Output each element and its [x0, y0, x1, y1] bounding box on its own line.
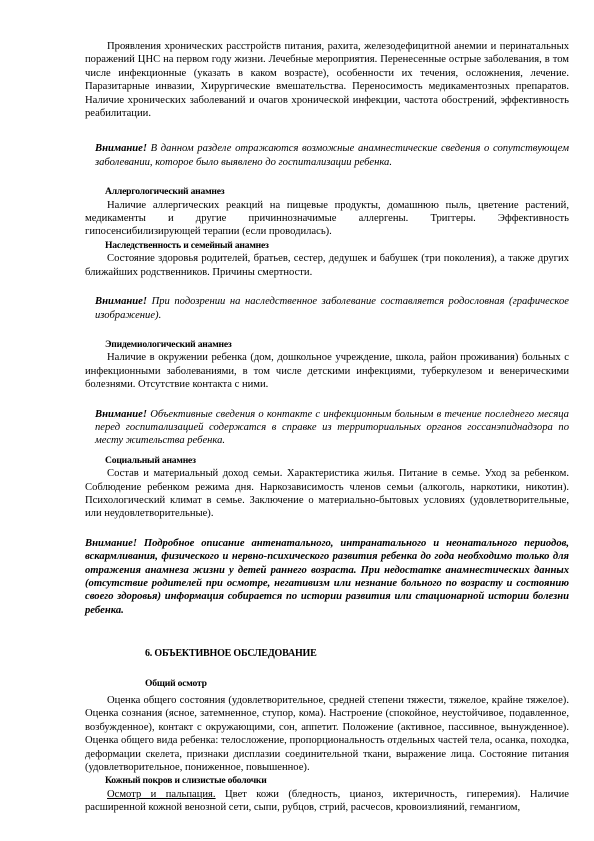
note-pedigree	[95, 295, 569, 322]
epid-paragraph: Наличие в окружении ребенка (дом, дошкольное учреждение, школа, район проживания) больных с инфекционными заболеваниями, в том числе детскими инфекциями, туберкулезом и венерическими болезнями. Отсутствие контакта с ними.	[85, 352, 569, 391]
note-anamnesis: Внимание! Подробное описание антенатального, интранатального и неонатального периодов, вскармливания, физического и нервно-психического развития ребенка до года необходимо только для отражения анамнеза жизни у детей раннего возраста. При недостатке анамнестических данных (отсутствие родителей при осмотре, негативизм или незнание больного по возрасту и состоянию своего здоровья) информация собирается по истории развития или стационарной истории болезни ребенка.	[85, 537, 569, 616]
intro-paragraph: Проявления хронических расстройств питания, рахита, железодефицитной анемии и перинатальных поражений ЦНС на первом году жизни. Лечебные мероприятия. Перенесенные острые заболевания, в том числе инфекционные (указать в каком возрасте), особенности их течения, осложнения, лечение. Паразитарные инвазии, Хирургические вмешательства. Переносимость медикаментозных препаратов. Наличие хронических заболеваний и очагов хронической инфекции, частота обострений, эффективность реабилитации.	[85, 41, 569, 120]
skin-text: Цвет кожи (бледность, цианоз, иктеричность, гиперемия). Наличие расширенной кожной венозной сети, сыпи, рубцов, стрий, расчесов, кровоизлияний, гемангиом,	[85, 788, 569, 814]
section-title-epid: Эпидемиологический анамнез	[105, 338, 232, 350]
note-text: В данном разделе отражаются возможные анамнестические сведения о сопутствующем заболевании, которое было выявлено до госпитализации ребенка.	[95, 143, 569, 168]
note-lead: Внимание!	[95, 296, 147, 308]
note-lead: Внимание!	[95, 408, 147, 420]
skin-paragraph	[85, 788, 569, 815]
heredity-paragraph: Состояние здоровья родителей, братьев, сестер, дедушек и бабушек (три поколения), а также других ближайших родственников. Причины смертности.	[85, 253, 569, 278]
note-contact	[95, 408, 569, 448]
section-title-allergy: Аллергологический анамнез	[105, 186, 225, 198]
note-text: Объективные сведения о контакте с инфекционным больным в течение последнего месяца перед госпитализацией содержатся в справке из территориальных органов госсанэпиднадзора по месту жительства ребенка.	[95, 408, 569, 447]
chapter-title: 6. ОБЪЕКТИВНОЕ ОБСЛЕДОВАНИЕ	[145, 648, 317, 660]
note-lead: Внимание!	[95, 143, 147, 155]
general-paragraph: Оценка общего состояния (удовлетворительное, средней степени тяжести, тяжелое, крайне тяжелое). Оценка сознания (ясное, затемненное, ступор, кома). Настроение (спокойное, неустойчивое, подавленное, возбужденное), контакт с окружающими, сон, аппетит. Положение (активное, пассивное, вынужденное). Оценка общего вида ребенка: телосложение, пропорциональность отдельных частей тела, осанка, походка, деформации скелета, признаки дисплазии соединительной ткани, выражение лица. Состояние питания (удовлетворительное, пониженное, повышенное).	[85, 695, 569, 774]
note-text: При подозрении на наследственное заболевание составляется родословная (графическое изображение).	[95, 296, 569, 321]
section-title-general: Общий осмотр	[145, 677, 207, 689]
allergy-paragraph: Наличие аллергических реакций на пищевые продукты, домашнюю пыль, цветение растений, медикаменты и другие причиннозначимые аллергены. Триггеры. Эффективность гипосенсибилизирующей терапии (если проводилась).	[85, 199, 569, 238]
section-title-social: Социальный анамнез	[105, 454, 196, 466]
document-page	[85, 40, 569, 815]
section-title-skin: Кожный покров и слизистые оболочки	[105, 775, 267, 787]
section-title-heredity: Наследственность и семейный анамнез	[105, 239, 269, 251]
social-paragraph: Состав и материальный доход семьи. Характеристика жилья. Питание в семье. Уход за ребенком. Соблюдение ребенком режима дня. Наркозависимость членов семьи (алкоголь, наркотики, никотин). Психологический климат в семье. Заключение о материально-бытовых условиях (удовлетворительные, или неудовлетворительные).	[85, 468, 569, 520]
skin-lead: Осмотр и пальпация.	[107, 788, 216, 800]
note-comorbidity	[95, 142, 569, 169]
